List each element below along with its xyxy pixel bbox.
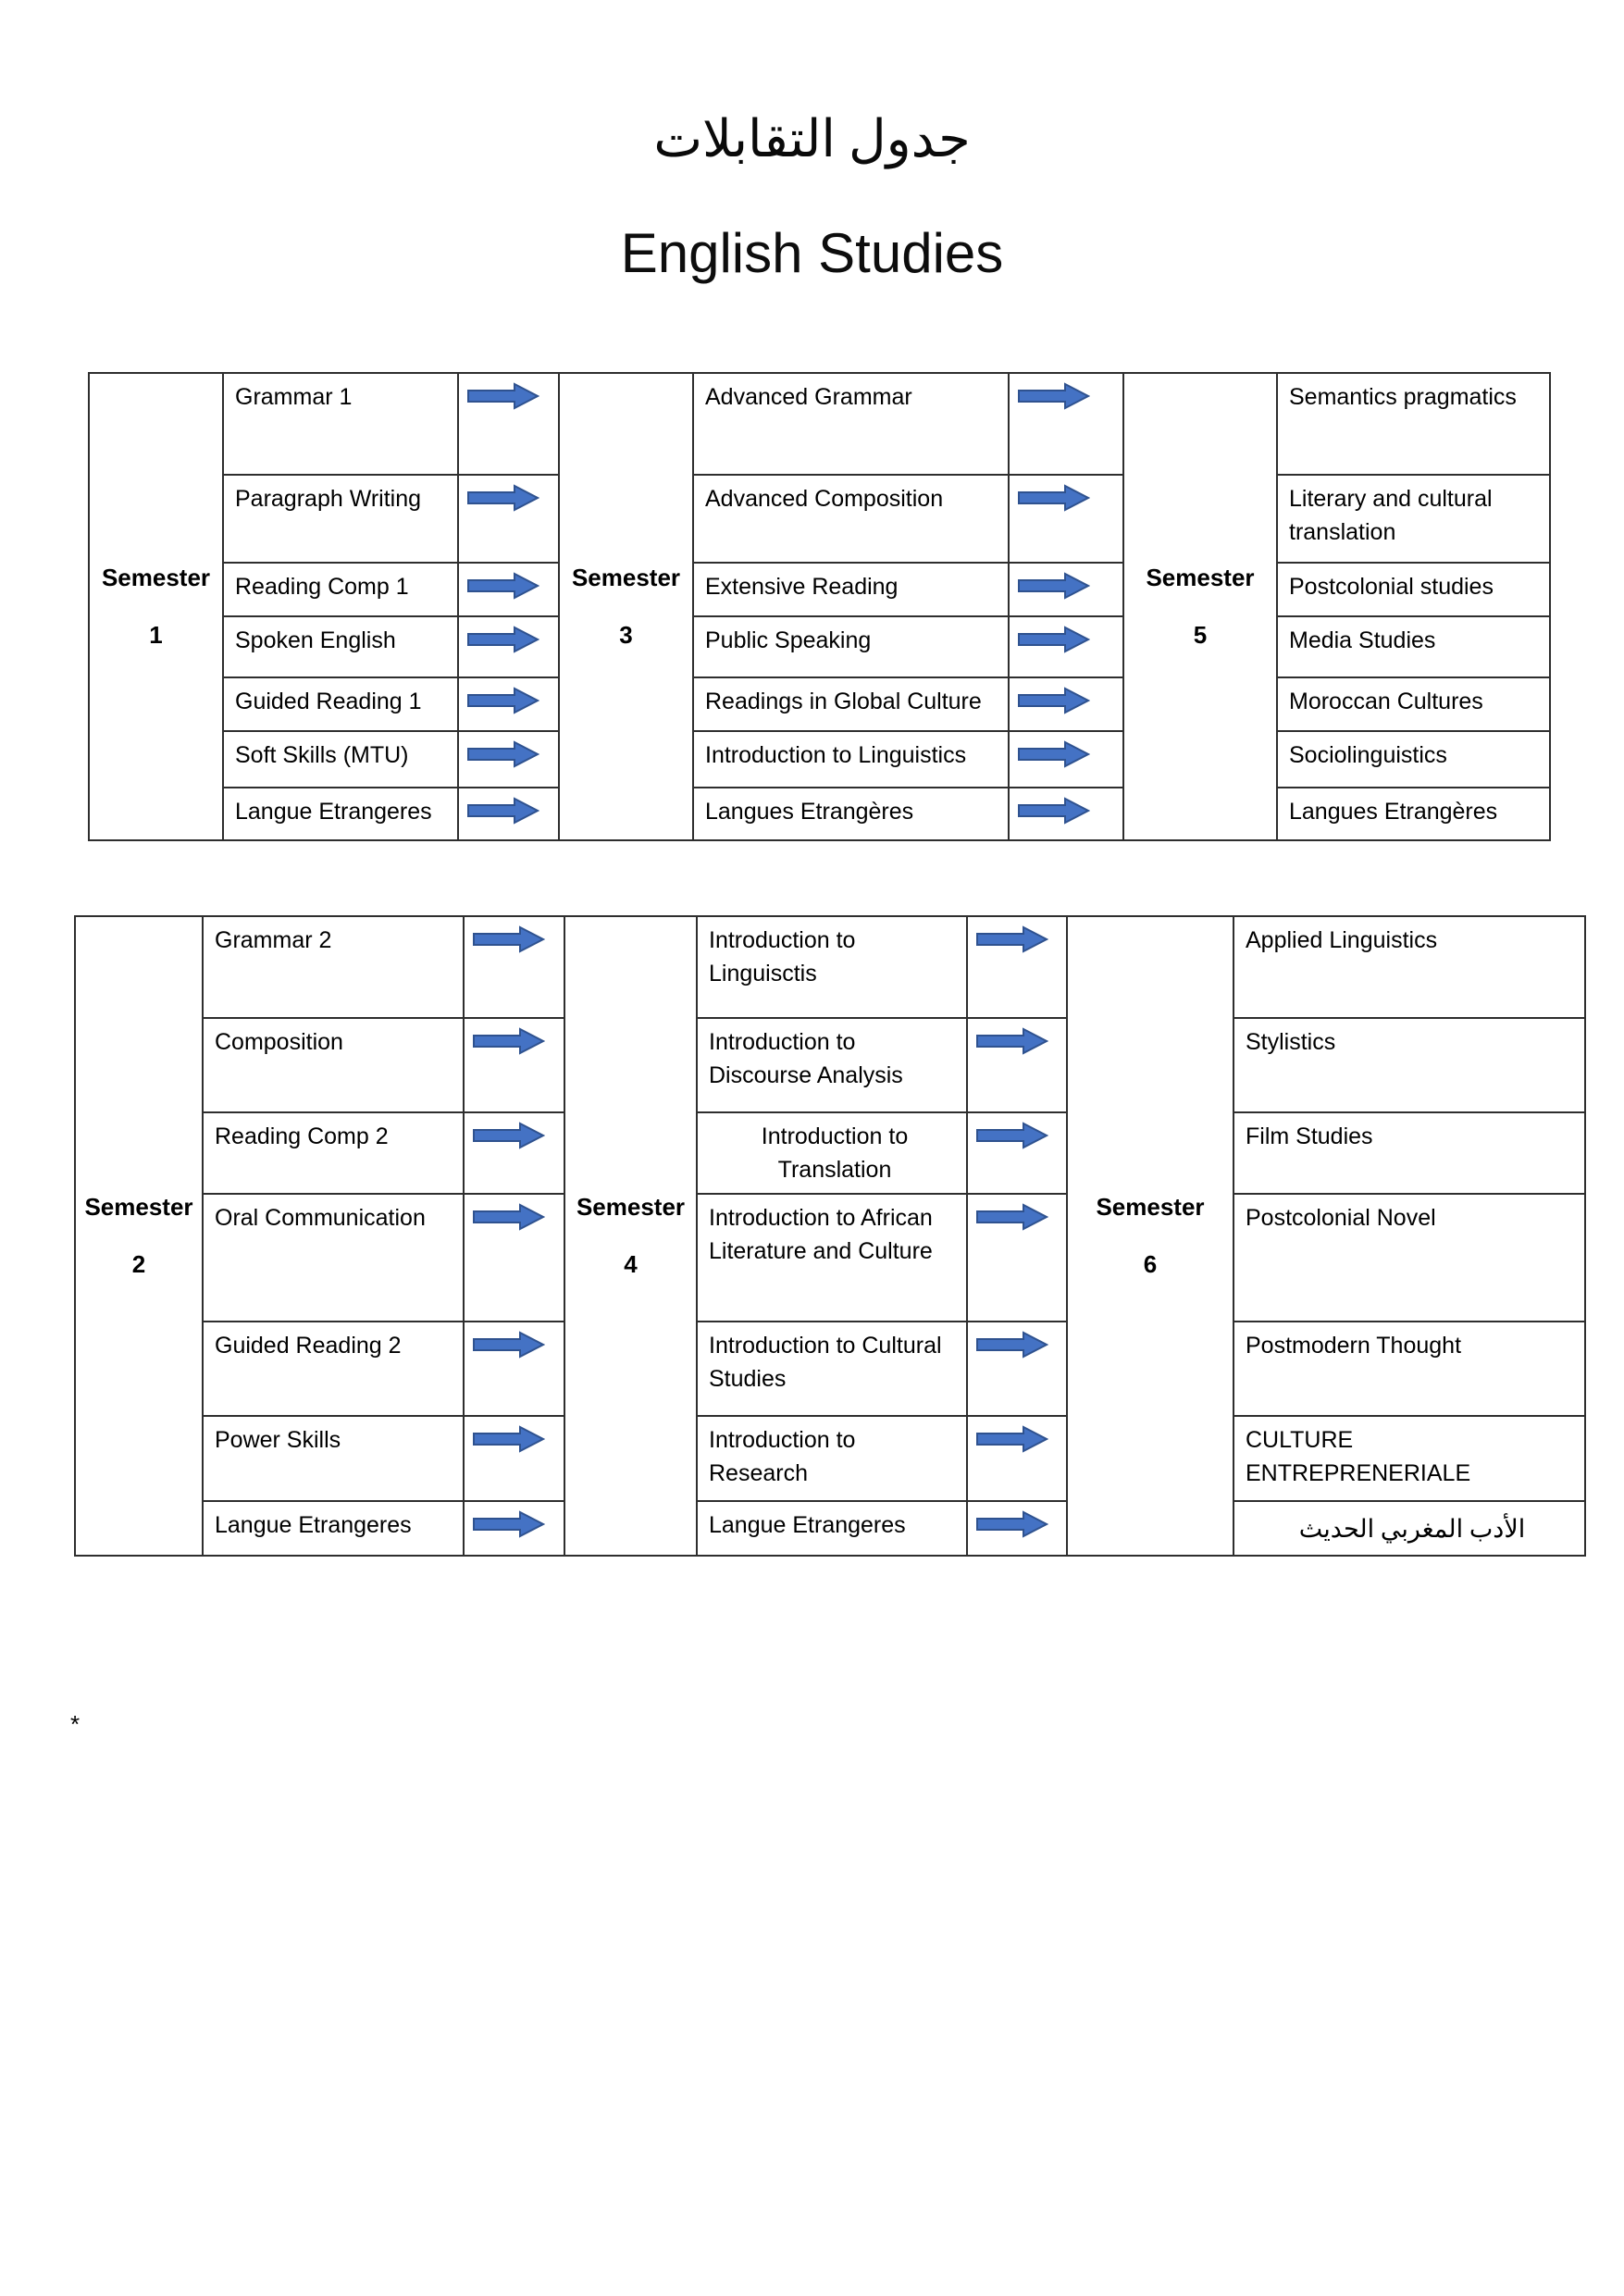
right-arrow-icon — [473, 1203, 545, 1231]
arrow-cell — [967, 1018, 1067, 1112]
course-cell: Advanced Composition — [693, 475, 1009, 563]
semester-table-246 — [74, 915, 1586, 1557]
course-cell: Semantics pragmatics — [1277, 373, 1550, 475]
right-arrow-icon — [976, 1331, 1048, 1359]
arrow-cell — [1009, 731, 1123, 788]
course-cell: الأدب المغربي الحديث — [1233, 1501, 1585, 1556]
arrow-cell — [1009, 563, 1123, 616]
arrow-cell — [967, 1416, 1067, 1501]
right-arrow-icon — [976, 925, 1048, 953]
arrow-cell — [464, 1112, 564, 1194]
arrow-cell — [458, 616, 559, 677]
course-cell: Introduction to Cultural Studies — [697, 1322, 967, 1416]
arrow-cell — [464, 1018, 564, 1112]
right-arrow-icon — [1018, 484, 1090, 512]
right-arrow-icon — [473, 1331, 545, 1359]
semester-number: 6 — [1143, 1249, 1158, 1278]
semester-word: Semester — [1096, 1192, 1205, 1221]
arrow-cell — [464, 1501, 564, 1556]
right-arrow-icon — [1018, 740, 1090, 768]
semester-number: 2 — [131, 1249, 146, 1278]
course-cell: Media Studies — [1277, 616, 1550, 677]
course-cell: Langue Etrangeres — [223, 788, 458, 840]
arrow-cell — [1009, 475, 1123, 563]
course-cell: Grammar 1 — [223, 373, 458, 475]
arrow-cell — [458, 731, 559, 788]
arrow-cell — [464, 1416, 564, 1501]
right-arrow-icon — [976, 1203, 1048, 1231]
course-cell: Introduction to Research — [697, 1416, 967, 1501]
course-cell: Langue Etrangeres — [697, 1501, 967, 1556]
right-arrow-icon — [467, 740, 539, 768]
arrow-cell — [1009, 788, 1123, 840]
right-arrow-icon — [467, 484, 539, 512]
semester-word: Semester — [84, 1192, 193, 1221]
arrow-cell — [1009, 373, 1123, 475]
course-cell: Composition — [203, 1018, 464, 1112]
semester-number: 4 — [624, 1249, 638, 1278]
course-cell: Introduction to Linguisctis — [697, 916, 967, 1018]
right-arrow-icon — [1018, 626, 1090, 653]
right-arrow-icon — [473, 1425, 545, 1453]
semester-3-cell — [559, 373, 693, 840]
course-cell: Postmodern Thought — [1233, 1322, 1585, 1416]
right-arrow-icon — [473, 1122, 545, 1149]
arrow-cell — [464, 916, 564, 1018]
course-cell: Extensive Reading — [693, 563, 1009, 616]
course-cell: Guided Reading 1 — [223, 677, 458, 731]
semester-number: 3 — [619, 620, 633, 649]
course-cell: Postcolonial studies — [1277, 563, 1550, 616]
course-cell: Introduction to Translation — [697, 1112, 967, 1194]
course-cell: Moroccan Cultures — [1277, 677, 1550, 731]
right-arrow-icon — [467, 626, 539, 653]
course-cell: Power Skills — [203, 1416, 464, 1501]
course-cell: Reading Comp 2 — [203, 1112, 464, 1194]
course-cell: Spoken English — [223, 616, 458, 677]
semester-4-cell — [564, 916, 697, 1556]
arrow-cell — [458, 563, 559, 616]
semester-6-cell — [1067, 916, 1233, 1556]
right-arrow-icon — [467, 687, 539, 714]
title-arabic: جدول التقابلات — [653, 111, 971, 168]
right-arrow-icon — [467, 382, 539, 410]
arrow-cell — [967, 1322, 1067, 1416]
course-cell: Guided Reading 2 — [203, 1322, 464, 1416]
semester-table-135 — [88, 372, 1551, 841]
arrow-cell — [967, 1194, 1067, 1322]
right-arrow-icon — [1018, 572, 1090, 600]
semester-number: 5 — [1193, 620, 1208, 649]
semester-1-cell — [89, 373, 223, 840]
semester-number: 1 — [149, 620, 163, 649]
course-cell: Stylistics — [1233, 1018, 1585, 1112]
course-cell: Introduction to Linguistics — [693, 731, 1009, 788]
right-arrow-icon — [473, 925, 545, 953]
semester-word: Semester — [101, 563, 211, 591]
arrow-cell — [458, 788, 559, 840]
semester-word: Semester — [1146, 563, 1255, 591]
course-cell: Introduction to African Literature and Culture — [697, 1194, 967, 1322]
right-arrow-icon — [976, 1027, 1048, 1055]
course-cell: Reading Comp 1 — [223, 563, 458, 616]
arrow-cell — [464, 1322, 564, 1416]
semester-2-cell — [75, 916, 203, 1556]
right-arrow-icon — [473, 1510, 545, 1538]
semester-5-cell — [1123, 373, 1277, 840]
right-arrow-icon — [1018, 797, 1090, 825]
course-cell: Postcolonial Novel — [1233, 1194, 1585, 1322]
course-cell: Langues Etrangères — [1277, 788, 1550, 840]
right-arrow-icon — [473, 1027, 545, 1055]
right-arrow-icon — [1018, 687, 1090, 714]
arrow-cell — [967, 916, 1067, 1018]
right-arrow-icon — [976, 1510, 1048, 1538]
right-arrow-icon — [467, 572, 539, 600]
course-cell: Langue Etrangeres — [203, 1501, 464, 1556]
arrow-cell — [458, 677, 559, 731]
arrow-cell — [967, 1501, 1067, 1556]
course-cell: Paragraph Writing — [223, 475, 458, 563]
right-arrow-icon — [976, 1425, 1048, 1453]
course-cell: Grammar 2 — [203, 916, 464, 1018]
course-cell: Applied Linguistics — [1233, 916, 1585, 1018]
arrow-cell — [1009, 677, 1123, 731]
course-cell: CULTURE ENTREPRENERIALE — [1233, 1416, 1585, 1501]
footnote-asterisk: * — [70, 1710, 81, 1738]
course-cell: Langues Etrangères — [693, 788, 1009, 840]
course-cell: Readings in Global Culture — [693, 677, 1009, 731]
course-cell: Literary and cultural translation — [1277, 475, 1550, 563]
arrow-cell — [1009, 616, 1123, 677]
semester-word: Semester — [576, 1192, 686, 1221]
course-cell: Sociolinguistics — [1277, 731, 1550, 788]
semester-word: Semester — [571, 563, 681, 591]
arrow-cell — [464, 1194, 564, 1322]
course-cell: Oral Communication — [203, 1194, 464, 1322]
right-arrow-icon — [1018, 382, 1090, 410]
course-cell: Soft Skills (MTU) — [223, 731, 458, 788]
arrow-cell — [967, 1112, 1067, 1194]
title-english: English Studies — [620, 222, 1004, 284]
course-cell: Advanced Grammar — [693, 373, 1009, 475]
right-arrow-icon — [976, 1122, 1048, 1149]
right-arrow-icon — [467, 797, 539, 825]
arrow-cell — [458, 373, 559, 475]
course-cell: Public Speaking — [693, 616, 1009, 677]
arrow-cell — [458, 475, 559, 563]
course-cell: Film Studies — [1233, 1112, 1585, 1194]
course-cell: Introduction to Discourse Analysis — [697, 1018, 967, 1112]
